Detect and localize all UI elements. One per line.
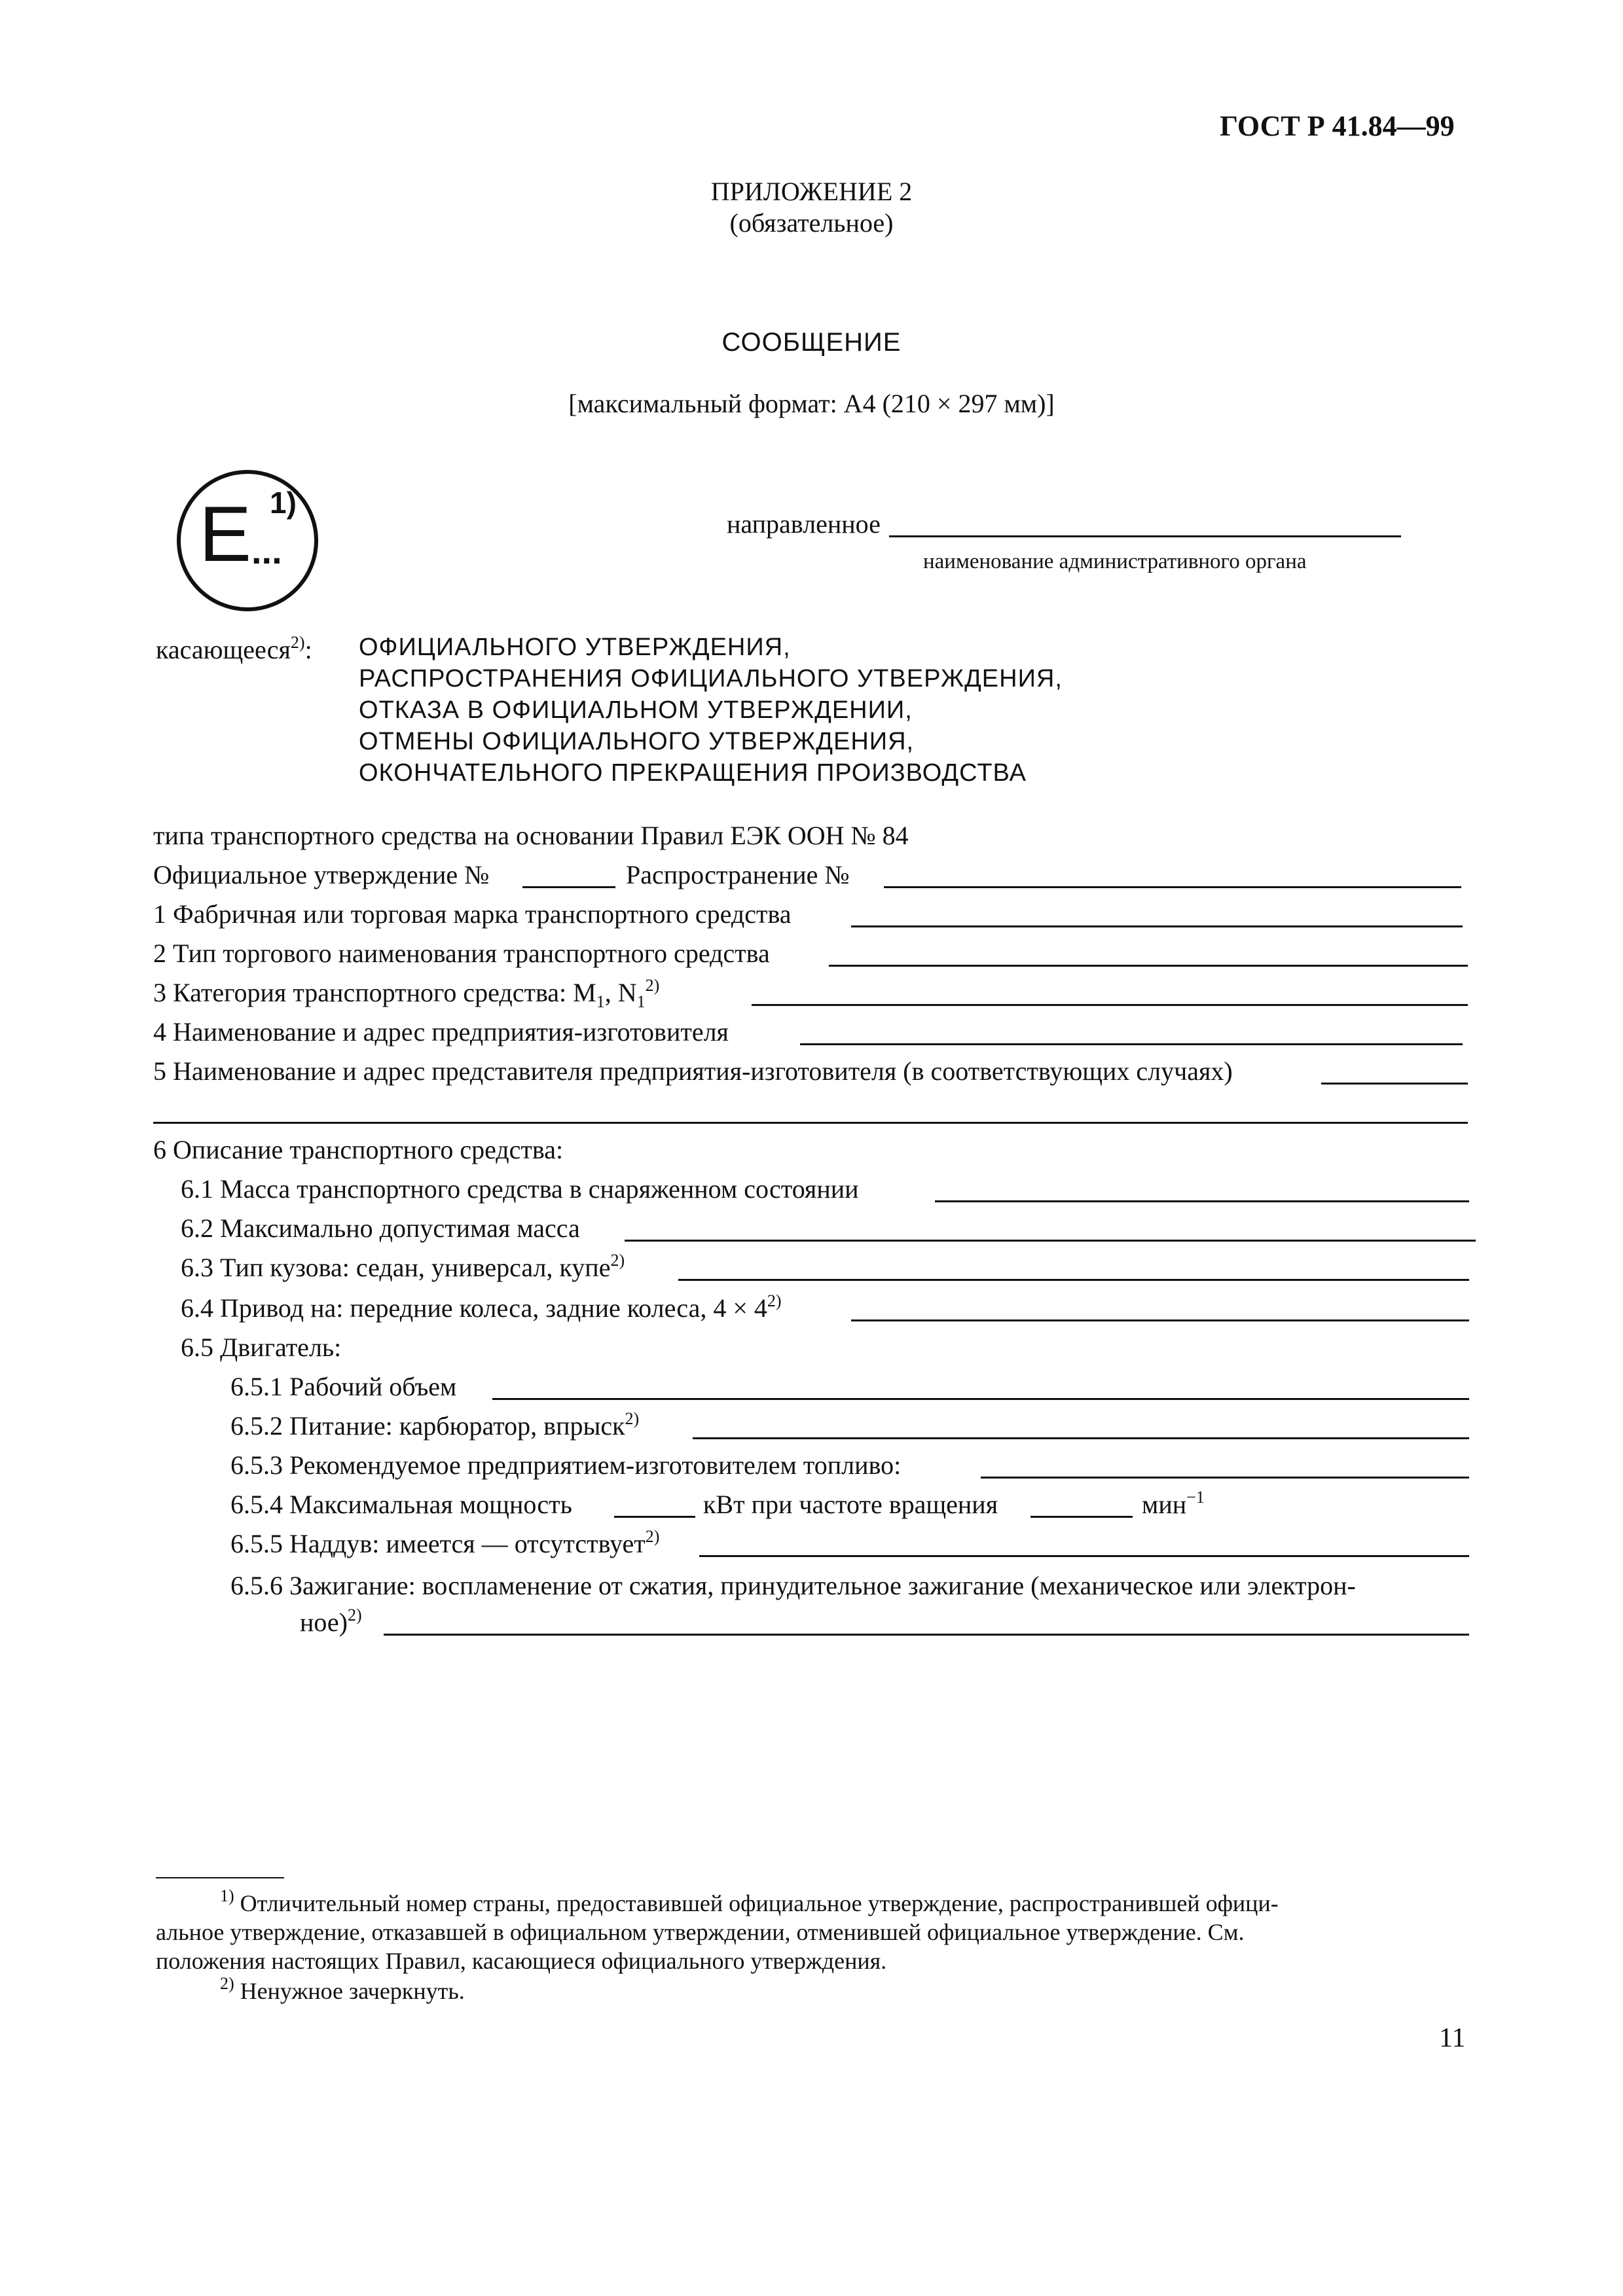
item-1-field[interactable] [851,925,1463,927]
approval-number-label: Официальное утверждение № [153,860,490,889]
footnote-1-line-2: альное утверждение, отказавшей в официальном утверждении, отменившей официальное утверждение. См. [156,1919,1245,1945]
sent-label: направленное [727,509,881,539]
item-5-field-continued[interactable] [153,1122,1468,1124]
item-6-5-6-label: 6.5.6 Зажигание: воспламенение от сжатия, принудительное зажигание (механическое или электрон- [230,1571,1356,1600]
item-6-5-4-unit-label: кВт при частоте вращения [703,1490,998,1519]
concerning-colon: : [304,635,312,664]
approval-number-field[interactable] [522,886,615,888]
footnote-1-mark: 1) [220,1886,234,1905]
item-6-5-2-text: 6.5.2 Питание: карбюратор, впрыск [230,1411,625,1441]
item-3-text-mid: , N [604,978,637,1007]
footnote-1-text: Отличительный номер страны, предоставившей официальное утверждение, распространившей офици- [240,1890,1279,1916]
item-6-4-label [181,1293,782,1323]
item-6-label: 6 Описание транспортного средства: [153,1135,564,1164]
item-6-3-text: 6.3 Тип кузова: седан, универсал, купе [181,1253,611,1282]
item-2-label: 2 Тип торгового наименования транспортного средства [153,939,770,968]
item-6-5-2-field[interactable] [693,1437,1469,1439]
item-6-4-text: 6.4 Привод на: передние колеса, задние колеса, 4 × 4 [181,1293,767,1323]
item-2-field[interactable] [829,965,1468,967]
concerning-option: ОФИЦИАЛЬНОГО УТВЕРЖДЕНИЯ, [359,634,791,661]
footnote-2-text: Ненужное зачеркнуть. [240,1978,465,2004]
rotation-speed-field[interactable] [1030,1516,1133,1518]
item-5-field[interactable] [1321,1083,1468,1085]
subscript: 1 [596,992,605,1011]
message-format: [максимальный формат: А4 (210 × 297 мм)] [568,389,1055,418]
message-title: СООБЩЕНИЕ [721,328,902,357]
footnote-1-line-3: положения настоящих Правил, касающиеся официального утверждения. [156,1948,887,1974]
item-3-label [153,975,660,1011]
sent-caption: наименование административного органа [923,550,1307,573]
item-5-label: 5 Наименование и адрес представителя предприятия-изготовителя (в соответствующих случаях) [153,1056,1233,1086]
concerning-option: ОКОНЧАТЕЛЬНОГО ПРЕКРАЩЕНИЯ ПРОИЗВОДСТВА [359,759,1027,787]
item-6-5-6-field[interactable] [384,1634,1469,1636]
concerning-text: касающееся [156,635,291,664]
emblem-superscript: 1) [270,486,297,520]
item-4-label: 4 Наименование и адрес предприятия-изготовителя [153,1017,729,1047]
annex-status: (обязательное) [729,208,894,238]
footnote-1-line-1 [220,1886,1279,1917]
footnote-separator [156,1877,284,1878]
footnote-2-mark: 2) [220,1974,234,1993]
concerning-label [156,632,312,665]
footnote-ref-2: 2) [645,975,660,995]
item-6-1-field[interactable] [935,1200,1469,1202]
item-6-3-label [181,1250,625,1283]
item-3-field[interactable] [752,1004,1468,1006]
item-6-2-field[interactable] [625,1240,1476,1242]
concerning-option: РАСПРОСТРАНЕНИЯ ОФИЦИАЛЬНОГО УТВЕРЖДЕНИЯ, [359,665,1063,692]
item-4-field[interactable] [800,1043,1463,1045]
footnote-ref-2: 2) [767,1291,782,1310]
concerning-option: ОТКАЗА В ОФИЦИАЛЬНОМ УТВЕРЖДЕНИИ, [359,696,913,724]
item-6-5-4-label: 6.5.4 Максимальная мощность [230,1490,572,1519]
item-6-3-field[interactable] [678,1279,1469,1281]
max-power-field[interactable] [614,1516,695,1518]
document-code: ГОСТ Р 41.84—99 [1220,110,1455,142]
extension-number-label: Распространение № [626,860,850,889]
item-6-5-2-label [230,1408,640,1441]
item-6-5-label: 6.5 Двигатель: [181,1333,342,1362]
annex-title: ПРИЛОЖЕНИЕ 2 [710,177,913,206]
item-6-5-6-text: ное) [300,1607,348,1637]
page-number: 11 [1439,2023,1466,2053]
sent-field[interactable] [889,535,1401,537]
rpm-unit [1142,1487,1205,1520]
extension-number-field[interactable] [884,886,1461,888]
type-line: типа транспортного средства на основании Правил ЕЭК ООН № 84 [153,821,909,850]
subscript: 1 [636,992,646,1011]
emblem-letter: E [199,490,252,578]
unit-exponent: −1 [1186,1487,1205,1507]
item-6-1-label: 6.1 Масса транспортного средства в снаряженном состоянии [181,1174,859,1204]
item-6-5-5-label [230,1526,660,1559]
footnote-ref-2: 2) [610,1250,625,1270]
rpm-unit-text: мин [1142,1490,1187,1519]
item-6-5-5-field[interactable] [699,1555,1469,1557]
item-6-5-5-text: 6.5.5 Наддув: имеется — отсутствует [230,1529,646,1558]
item-6-4-field[interactable] [851,1319,1469,1321]
item-6-2-label: 6.2 Максимально допустимая масса [181,1213,580,1243]
approval-mark-emblem [177,470,318,611]
item-3-text: 3 Категория транспортного средства: M [153,978,596,1007]
concerning-option: ОТМЕНЫ ОФИЦИАЛЬНОГО УТВЕРЖДЕНИЯ, [359,728,915,755]
item-6-5-3-label: 6.5.3 Рекомендуемое предприятием-изготовителем топливо: [230,1450,902,1480]
footnote-ref-2: 2) [645,1526,660,1546]
emblem-dots: ... [251,530,282,571]
item-6-5-1-label: 6.5.1 Рабочий объем [230,1372,457,1401]
item-6-5-1-field[interactable] [492,1398,1469,1400]
footnote-ref-2: 2) [290,632,305,652]
footnote-ref-2: 2) [347,1605,362,1624]
item-6-5-6-label-cont [300,1607,362,1638]
footnote-ref-2: 2) [625,1408,640,1428]
footnote-2 [220,1974,465,2005]
item-6-5-3-field[interactable] [981,1477,1469,1479]
item-1-label: 1 Фабричная или торговая марка транспортного средства [153,899,792,929]
